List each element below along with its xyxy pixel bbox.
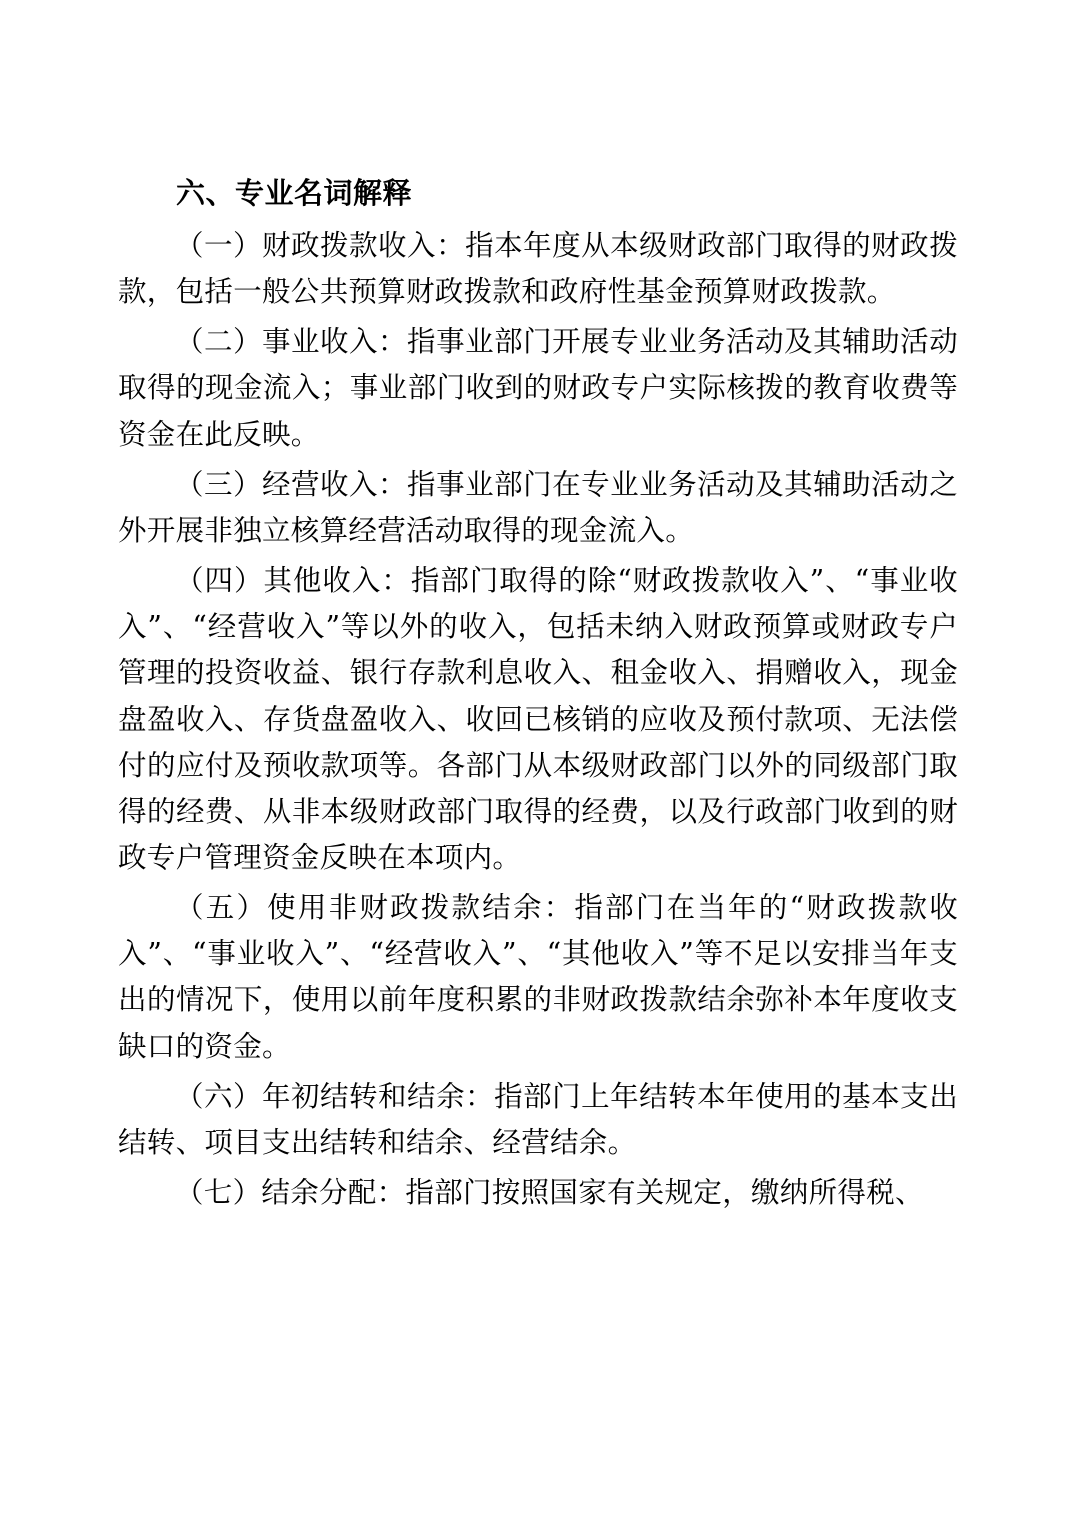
document-body: [118, 170, 958, 1216]
paragraph-item-7: （七）结余分配：指部门按照国家有关规定，缴纳所得税、: [175, 1176, 924, 1210]
paragraph-item-1: （一）财政拨款收入：指本年度从本级财政部门取得的财政拨款，包括一般公共预算财政拨款和政府性基金预算财政拨款。: [118, 228, 958, 309]
paragraph-item-5: （五）使用非财政拨款结余：指部门在当年的“财政拨款收入”、“事业收入”、“经营收入”、“其他收入”等不足以安排当年支出的情况下，使用以前年度积累的非财政拨款结余弥补本年度收支缺口的资金。: [118, 891, 958, 1063]
paragraph-item-6: （六）年初结转和结余：指部门上年结转本年使用的基本支出结转、项目支出结转和结余、经营结余。: [118, 1079, 958, 1159]
paragraph-item-2: （二）事业收入：指事业部门开展专业业务活动及其辅助活动取得的现金流入；事业部门收到的财政专户实际核拨的教育收费等资金在此反映。: [118, 325, 958, 451]
paragraph-item-3: （三）经营收入：指事业部门在专业业务活动及其辅助活动之外开展非独立核算经营活动取得的现金流入。: [118, 467, 958, 547]
paragraph-item-4: （四）其他收入：指部门取得的除“财政拨款收入”、“事业收入”、“经营收入”等以外的收入，包括未纳入财政预算或财政专户管理的投资收益、银行存款利息收入、租金收入、捐赠收入，现金盘盈收入、存货盘盈收入、收回已核销的应收及预付款项、无法偿付的应付及预收款项等。各部门从本级财政部门以外的同级部门取得的经费、从非本级财政部门取得的经费，以及行政部门收到的财政专户管理资金反映在本项内。: [118, 564, 958, 874]
section-heading: 六、专业名词解释: [176, 176, 413, 210]
